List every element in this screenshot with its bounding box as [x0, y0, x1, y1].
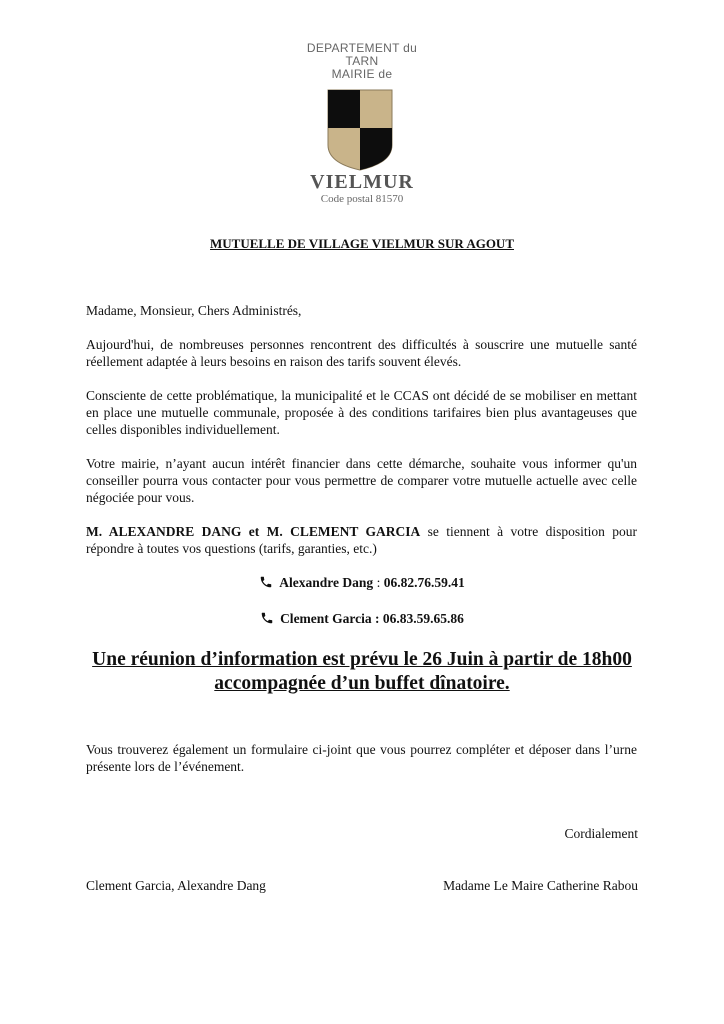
postal-code: Code postal 81570 — [320, 193, 404, 205]
contact-line-2 — [0, 610, 724, 627]
paragraph-5: Vous trouverez également un formulaire ci-joint que vous pourrez compléter et déposer dans l’urne présente lors de l’événement. — [86, 742, 637, 774]
paragraph-2: Consciente de cette problématique, la municipalité et le CCAS ont décidé de se mobiliser en mettant en place une mutuelle communale, proposée à des conditions tarifaires bien plus avantageuses que celles disponibles individuellement. — [86, 388, 637, 437]
document-title: MUTUELLE DE VILLAGE VIELMUR SUR AGOUT — [210, 236, 514, 251]
contact-separator: : — [373, 575, 384, 590]
phone-icon — [260, 611, 274, 625]
meeting-announcement — [0, 648, 724, 696]
town-name: VIELMUR — [310, 171, 414, 193]
phone-icon — [259, 575, 273, 589]
signature-left: Clement Garcia, Alexandre Dang — [86, 878, 266, 893]
paragraph-4-rest: se tiennent à votre disposition pour répondre à toutes vos questions (tarifs, garanties, etc.) — [86, 524, 637, 556]
contact-name: Clement Garcia — [280, 611, 372, 626]
signature-right: Madame Le Maire Catherine Rabou — [443, 878, 638, 893]
paragraph-1: Aujourd'hui, de nombreuses personnes rencontrent des difficultés à souscrire une mutuelle santé réellement adaptée à leurs besoins en raison des tarifs souvent élevés. — [86, 337, 637, 369]
contact-line-1 — [0, 574, 724, 591]
closing: Cordialement — [564, 826, 638, 841]
letterhead — [0, 42, 724, 81]
meeting-line-1: Une réunion d’information est prévu le 26 Juin à partir de 18h00 — [92, 649, 632, 670]
meeting-line-2: accompagnée d’un buffet dînatoire. — [214, 673, 510, 694]
salutation: Madame, Monsieur, Chers Administrés, — [86, 303, 302, 318]
contact-separator: : — [371, 611, 383, 626]
paragraph-4 — [86, 523, 637, 557]
contact-phone: 06.82.76.59.41 — [383, 575, 465, 590]
letterhead-region: TARN — [345, 54, 379, 68]
contact-phone: 06.83.59.65.86 — [382, 611, 464, 626]
coat-of-arms-logo — [327, 89, 393, 171]
letterhead-department: DEPARTEMENT du — [306, 41, 418, 55]
contacts-names: M. ALEXANDRE DANG et M. CLEMENT GARCIA — [86, 524, 421, 539]
letterhead-mairie: MAIRIE de — [331, 67, 393, 81]
paragraph-3: Votre mairie, n’ayant aucun intérêt financier dans cette démarche, souhaite vous informer qu'un conseiller pourra vous contacter pour vous permettre de comparer votre mutuelle actuelle avec celle négociée pour vous. — [86, 456, 637, 505]
contact-name: Alexandre Dang — [279, 575, 374, 590]
